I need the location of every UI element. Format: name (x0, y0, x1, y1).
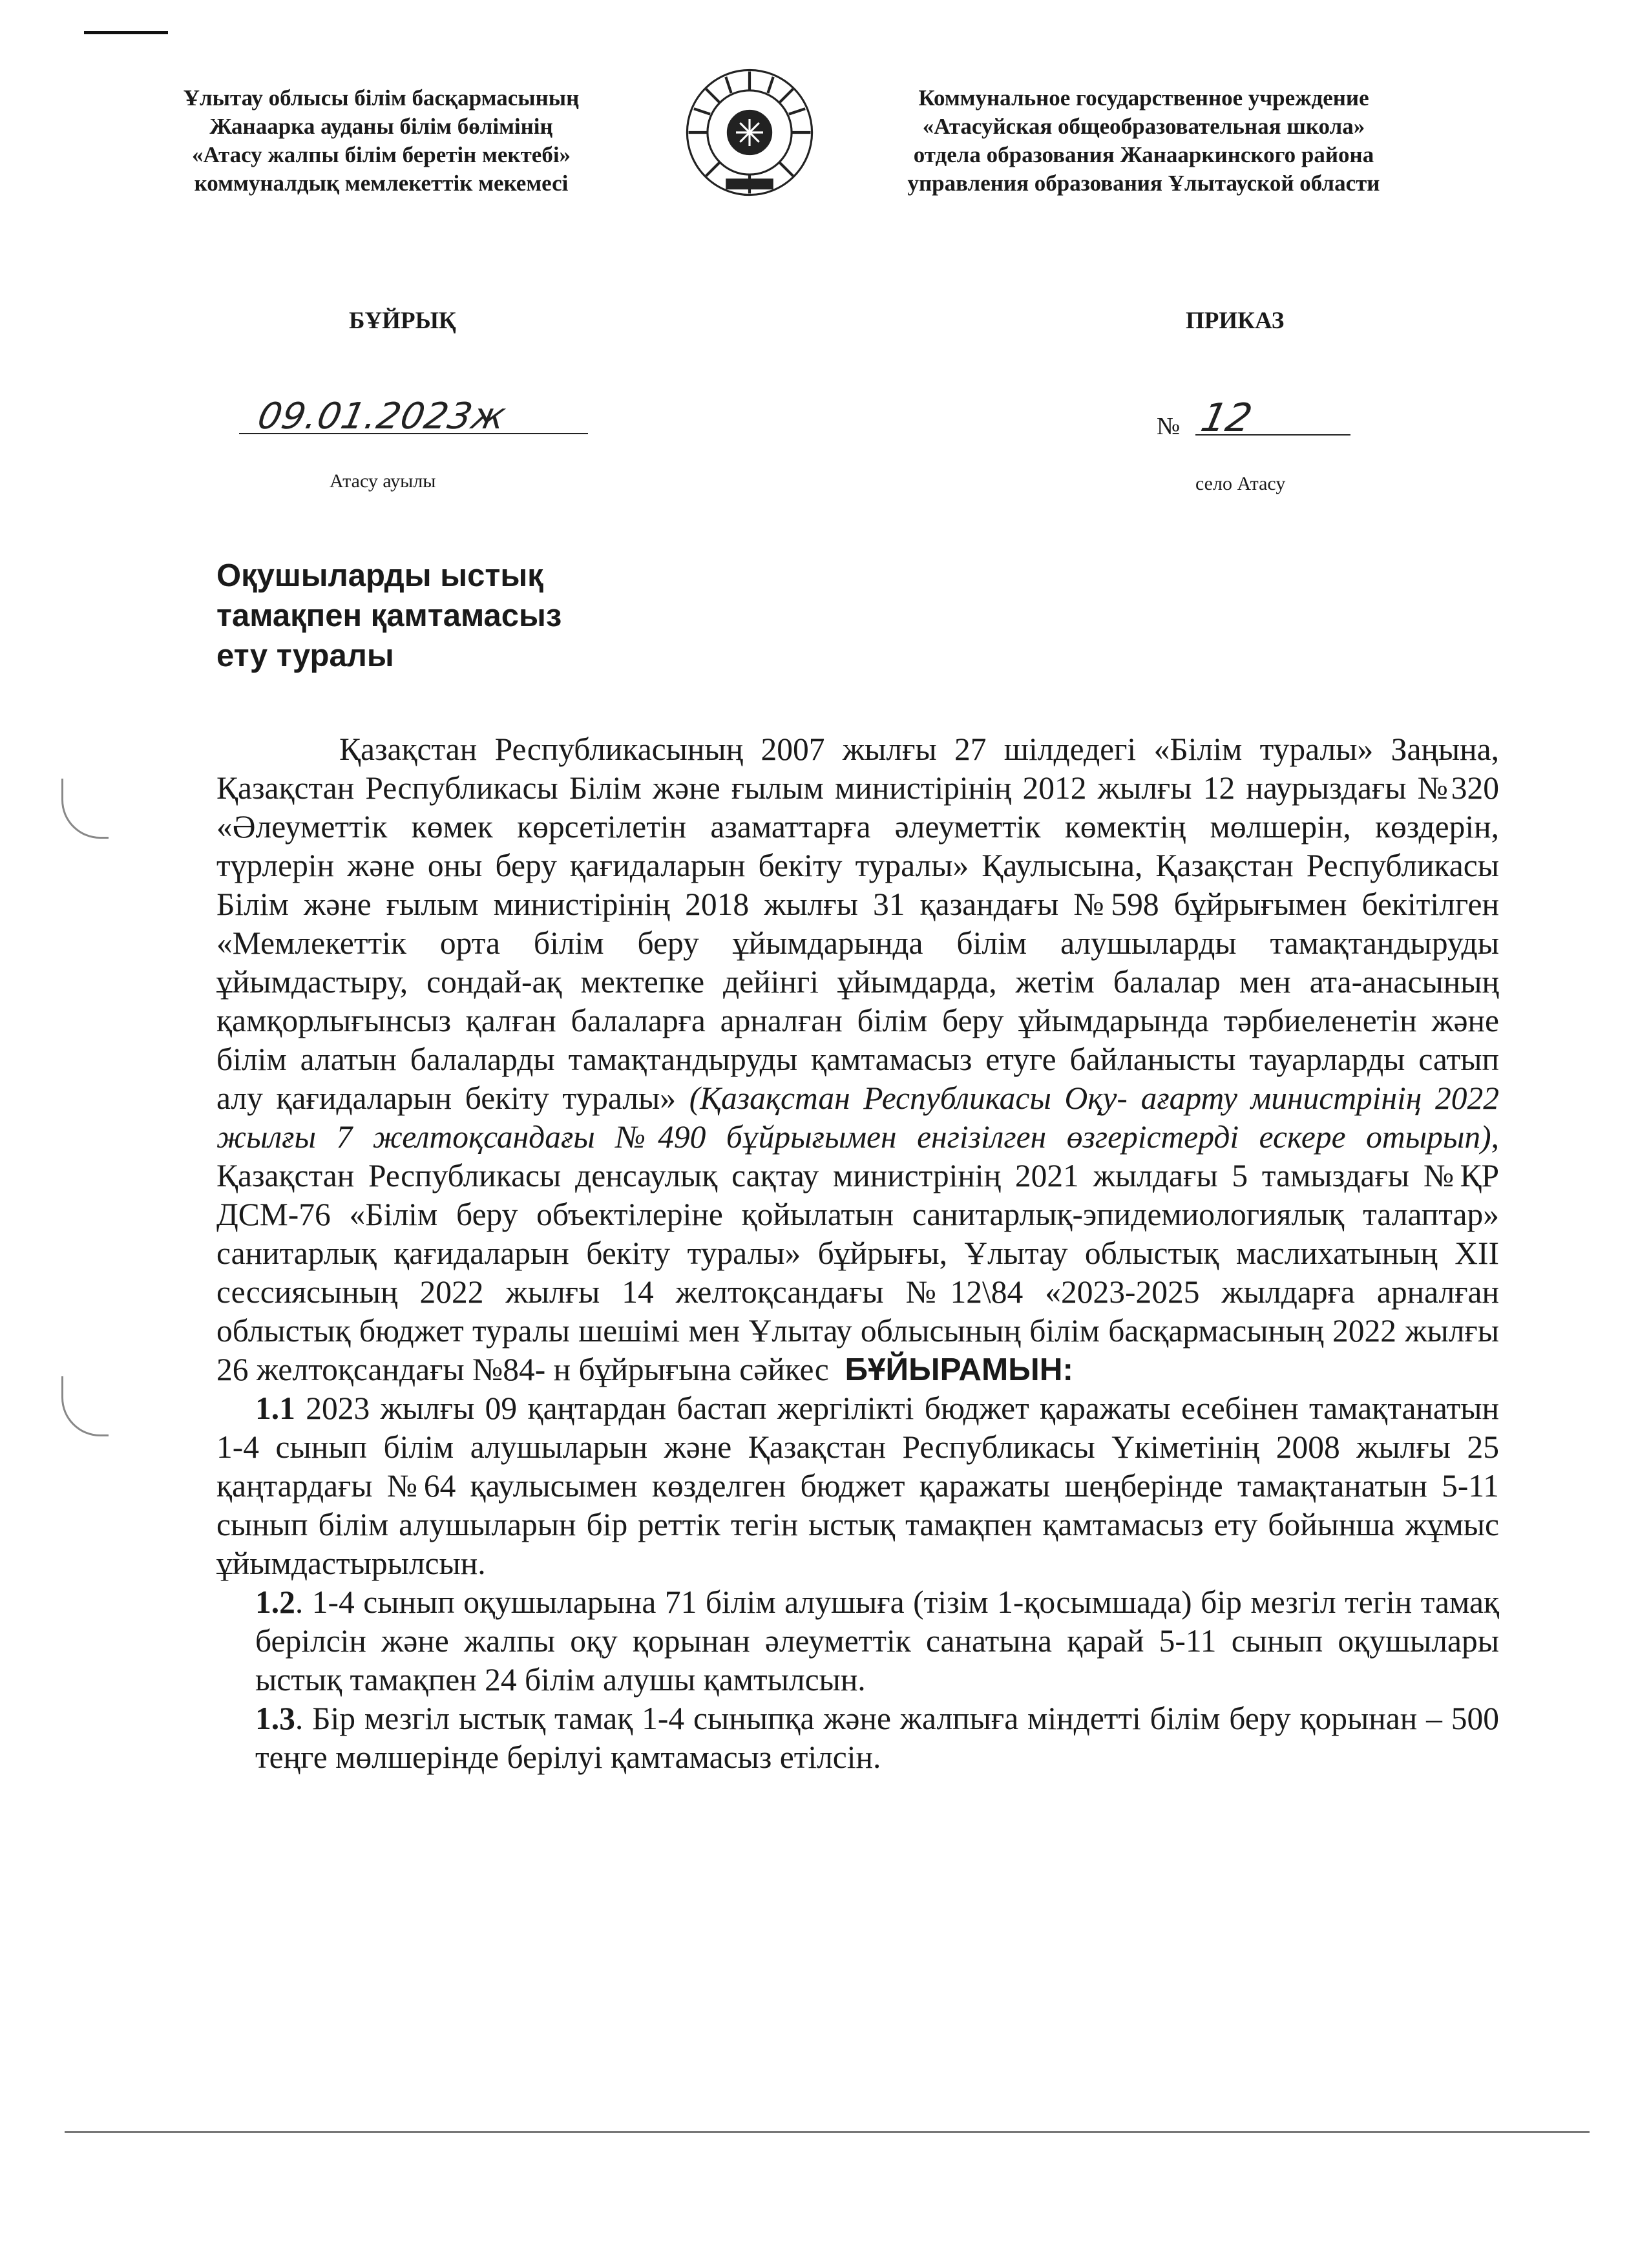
doc-type-ru: ПРИКАЗ (1186, 308, 1285, 334)
place-kz: Атасу ауылы (330, 470, 436, 492)
place-ru: село Атасу (1195, 473, 1286, 494)
item-number: 1.2 (255, 1584, 295, 1620)
header-right-line: «Атасуйская общеобразовательная школа» (922, 114, 1365, 139)
preamble-text-cont: , Қазақстан Республикасы денсаулық сақтау министрінің 2021 жылдағы 5 тамыздағы №ҚР ДСМ-76 «Білім беру объектілеріне қойылатын санитарлық-эпидемиологиялық талаптар» санитарлық қағидаларын бекіту туралы» бұйрығы, Ұлытау облыстық маслихатының XII сессиясының 2022 жылғы 14 желтоқсандағы №12\84 «2023-2025 жылдарға арналған облыстық бюджет туралы шешімі мен Ұлытау облысының білім басқармасының 2022 жылғы 26 желтоқсандағы №84- н бұйрығына сәйкес (216, 1119, 1499, 1387)
header-right-line: Коммунальное государственное учреждение (918, 85, 1369, 110)
title-line: тамақпен қамтамасыз (216, 598, 562, 633)
item-number: 1.3 (255, 1701, 295, 1736)
order-word: БҰЙЫРАМЫН: (845, 1352, 1073, 1387)
title-line: Оқушыларды ыстық (216, 558, 543, 593)
order-item (216, 1699, 1499, 1777)
page-bottom-rule (65, 2131, 1590, 2133)
order-item (216, 1583, 1499, 1699)
punch-hole-mark (61, 1376, 109, 1436)
number-label: № (1157, 413, 1181, 440)
header-right-ru (834, 84, 1454, 198)
header-left-line: коммуналдық мемлекеттік мекемесі (194, 171, 569, 196)
handwritten-number: 12 (1197, 395, 1256, 441)
state-emblem-icon (682, 65, 817, 200)
item-text: . 1-4 сынып оқушыларына 71 білім алушыға (тізім 1-қосымшада) бір мезгіл тегін тамақ берілсін және жалпы оқу қорынан әлеуметтік санатына қарай 5-11 сынып оқушылары ыстық тамақпен 24 білім алушы қамтылсын. (255, 1584, 1499, 1697)
doc-type-kz: БҰЙРЫҚ (349, 308, 456, 334)
item-number: 1.1 (255, 1391, 295, 1426)
item-text: . Бір мезгіл ыстық тамақ 1-4 сыныпқа және жалпыға міндетті білім беру қорынан – 500 теңге мөлшерінде берілуі қамтамасыз етілсін. (255, 1701, 1499, 1775)
scan-artifact-line (84, 31, 168, 34)
title-line: ету туралы (216, 638, 394, 673)
order-item (216, 1389, 1499, 1583)
header-right-line: отдела образования Жанааркинского района (913, 142, 1374, 167)
header-left-kz (97, 84, 666, 198)
header-right-line: управления образования Ұлытауской области (907, 171, 1380, 196)
order-title (216, 556, 669, 676)
preamble-italic-note: (Қазақстан Республикасы Оқу- ағарту министрінің 2022 жылғы 7 желтоқсандағы №490 бұйрығымен енгізілген өзгерістерді ескере отырып) (216, 1080, 1500, 1155)
preamble-text: Қазақстан Республикасының 2007 жылғы 27 шілдедегі «Білім туралы» Заңына, Қазақстан Республикасы Білім және ғылым министірінің 2012 жылғы 12 наурыздағы №320 «Әлеуметтік көмек көрсетілетін азаматтарға әлеуметтік көмектің мөлшерін, көздерін, түрлерін және оны беру қағидаларын бекіту туралы» Қаулысына, Қазақстан Республикасы Білім және ғылым министірінің 2018 жылғы 31 қазандағы №598 бұйрығымен бекітілген «Мемлекеттік орта білім беру ұйымдарында білім алушыларды тамақтандыруды ұйымдастыру, сондай-ақ мектепке дейінгі ұйымдарда, жетім балалар мен ата-анасының қамқорлығынсыз қалған балаларға арналған білім беру ұйымдарында тәрбиеленетін және білім алатын балаларды тамақтандыруды қамтамасыз етуге байланысты тауарларды сатып алу қағидаларын бекіту туралы» (216, 731, 1499, 1116)
preamble-paragraph (216, 730, 1499, 1389)
order-body (216, 730, 1499, 1777)
header-left-line: Жанаарка ауданы білім бөлімінің (209, 114, 553, 139)
punch-hole-mark (61, 779, 109, 839)
handwritten-date: 09.01.2023ж (254, 395, 510, 437)
header-left-line: «Атасу жалпы білім беретін мектебі» (191, 142, 571, 167)
item-text: 2023 жылғы 09 қаңтардан бастап жергілікті бюджет қаражаты есебінен тамақтанатын 1-4 сынып білім алушыларын және Қазақстан Республикасы Үкіметінің 2008 жылғы 25 қаңтардағы №64 қаулысымен көзделген бюджет қаражаты шеңберінде тамақтанатын 5-11 сынып білім алушыларын бір реттік тегін ыстық тамақпен қамтамасыз ету бойынша жұмыс ұйымдастырылсын. (216, 1391, 1499, 1581)
header-left-line: Ұлытау облысы білім басқармасының (183, 85, 580, 110)
